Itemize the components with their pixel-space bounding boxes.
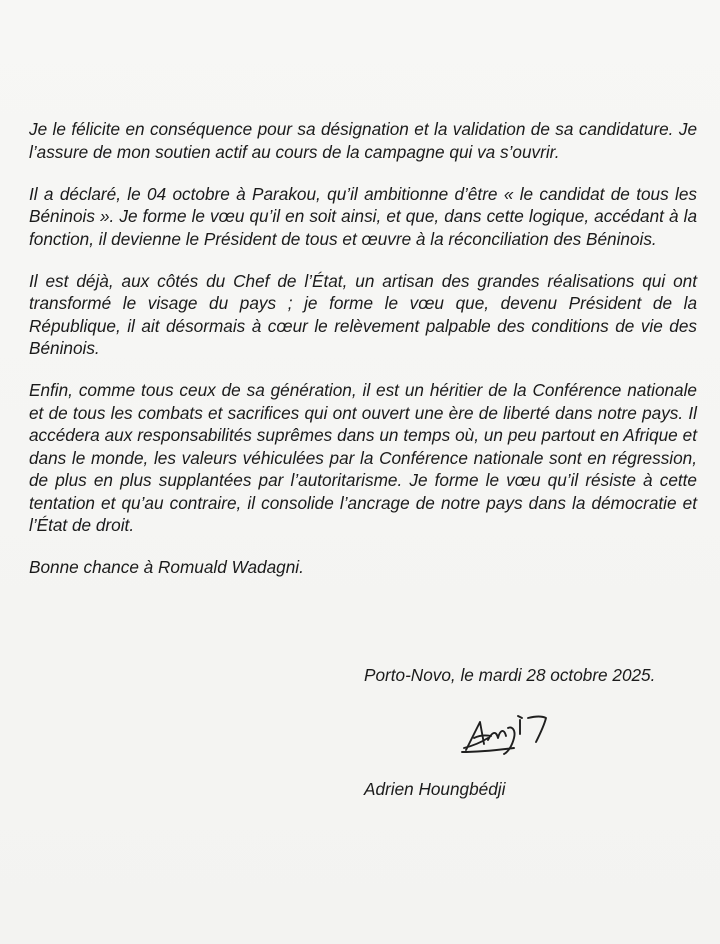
letter-body (29, 118, 697, 579)
signer-name: Adrien Houngbédji (364, 779, 506, 799)
paragraph-declaration: Il a déclaré, le 04 octobre à Parakou, qu’il ambitionne d’être « le candidat de tous les Béninois ». Je forme le vœu qu’il en soit ainsi, et que, dans cette logique, accédant à la fonction, il devienne le Président de tous et œuvre à la réconciliation des Béninois. (29, 183, 697, 249)
paragraph-heritage: Enfin, comme tous ceux de sa génération, il est un héritier de la Conférence nationale et de tous les combats et sacrifices qui ont ouvert une ère de liberté dans notre pays. Il accédera aux responsabilités suprêmes dans un temps où, un peu partout en Afrique et dans le monde, les valeurs véhiculées par la Conférence nationale sont en régression, de plus en plus supplantées par l’autoritarisme. Je forme le vœu qu’il résiste à cette tentation et qu’au contraire, il consolide l’ancrage de notre pays dans la démocratie et l’État de droit. (29, 380, 697, 535)
paragraph-congratulations: Je le félicite en conséquence pour sa désignation et la validation de sa candidature. Je l’assure de mon soutien actif au cours de la campagne qui va s’ouvrir. (29, 119, 697, 162)
paragraph-achievements: Il est déjà, aux côtés du Chef de l’État, un artisan des grandes réalisations qui ont transformé le visage du pays ; je forme le vœu que, devenu Président de la République, il ait désormais à cœur le relèvement palpable des conditions de vie des Béninois. (29, 270, 697, 358)
closing-line: Bonne chance à Romuald Wadagni. (29, 557, 304, 577)
handwritten-signature (458, 708, 558, 758)
place-and-date: Porto-Novo, le mardi 28 octobre 2025. (364, 665, 656, 685)
